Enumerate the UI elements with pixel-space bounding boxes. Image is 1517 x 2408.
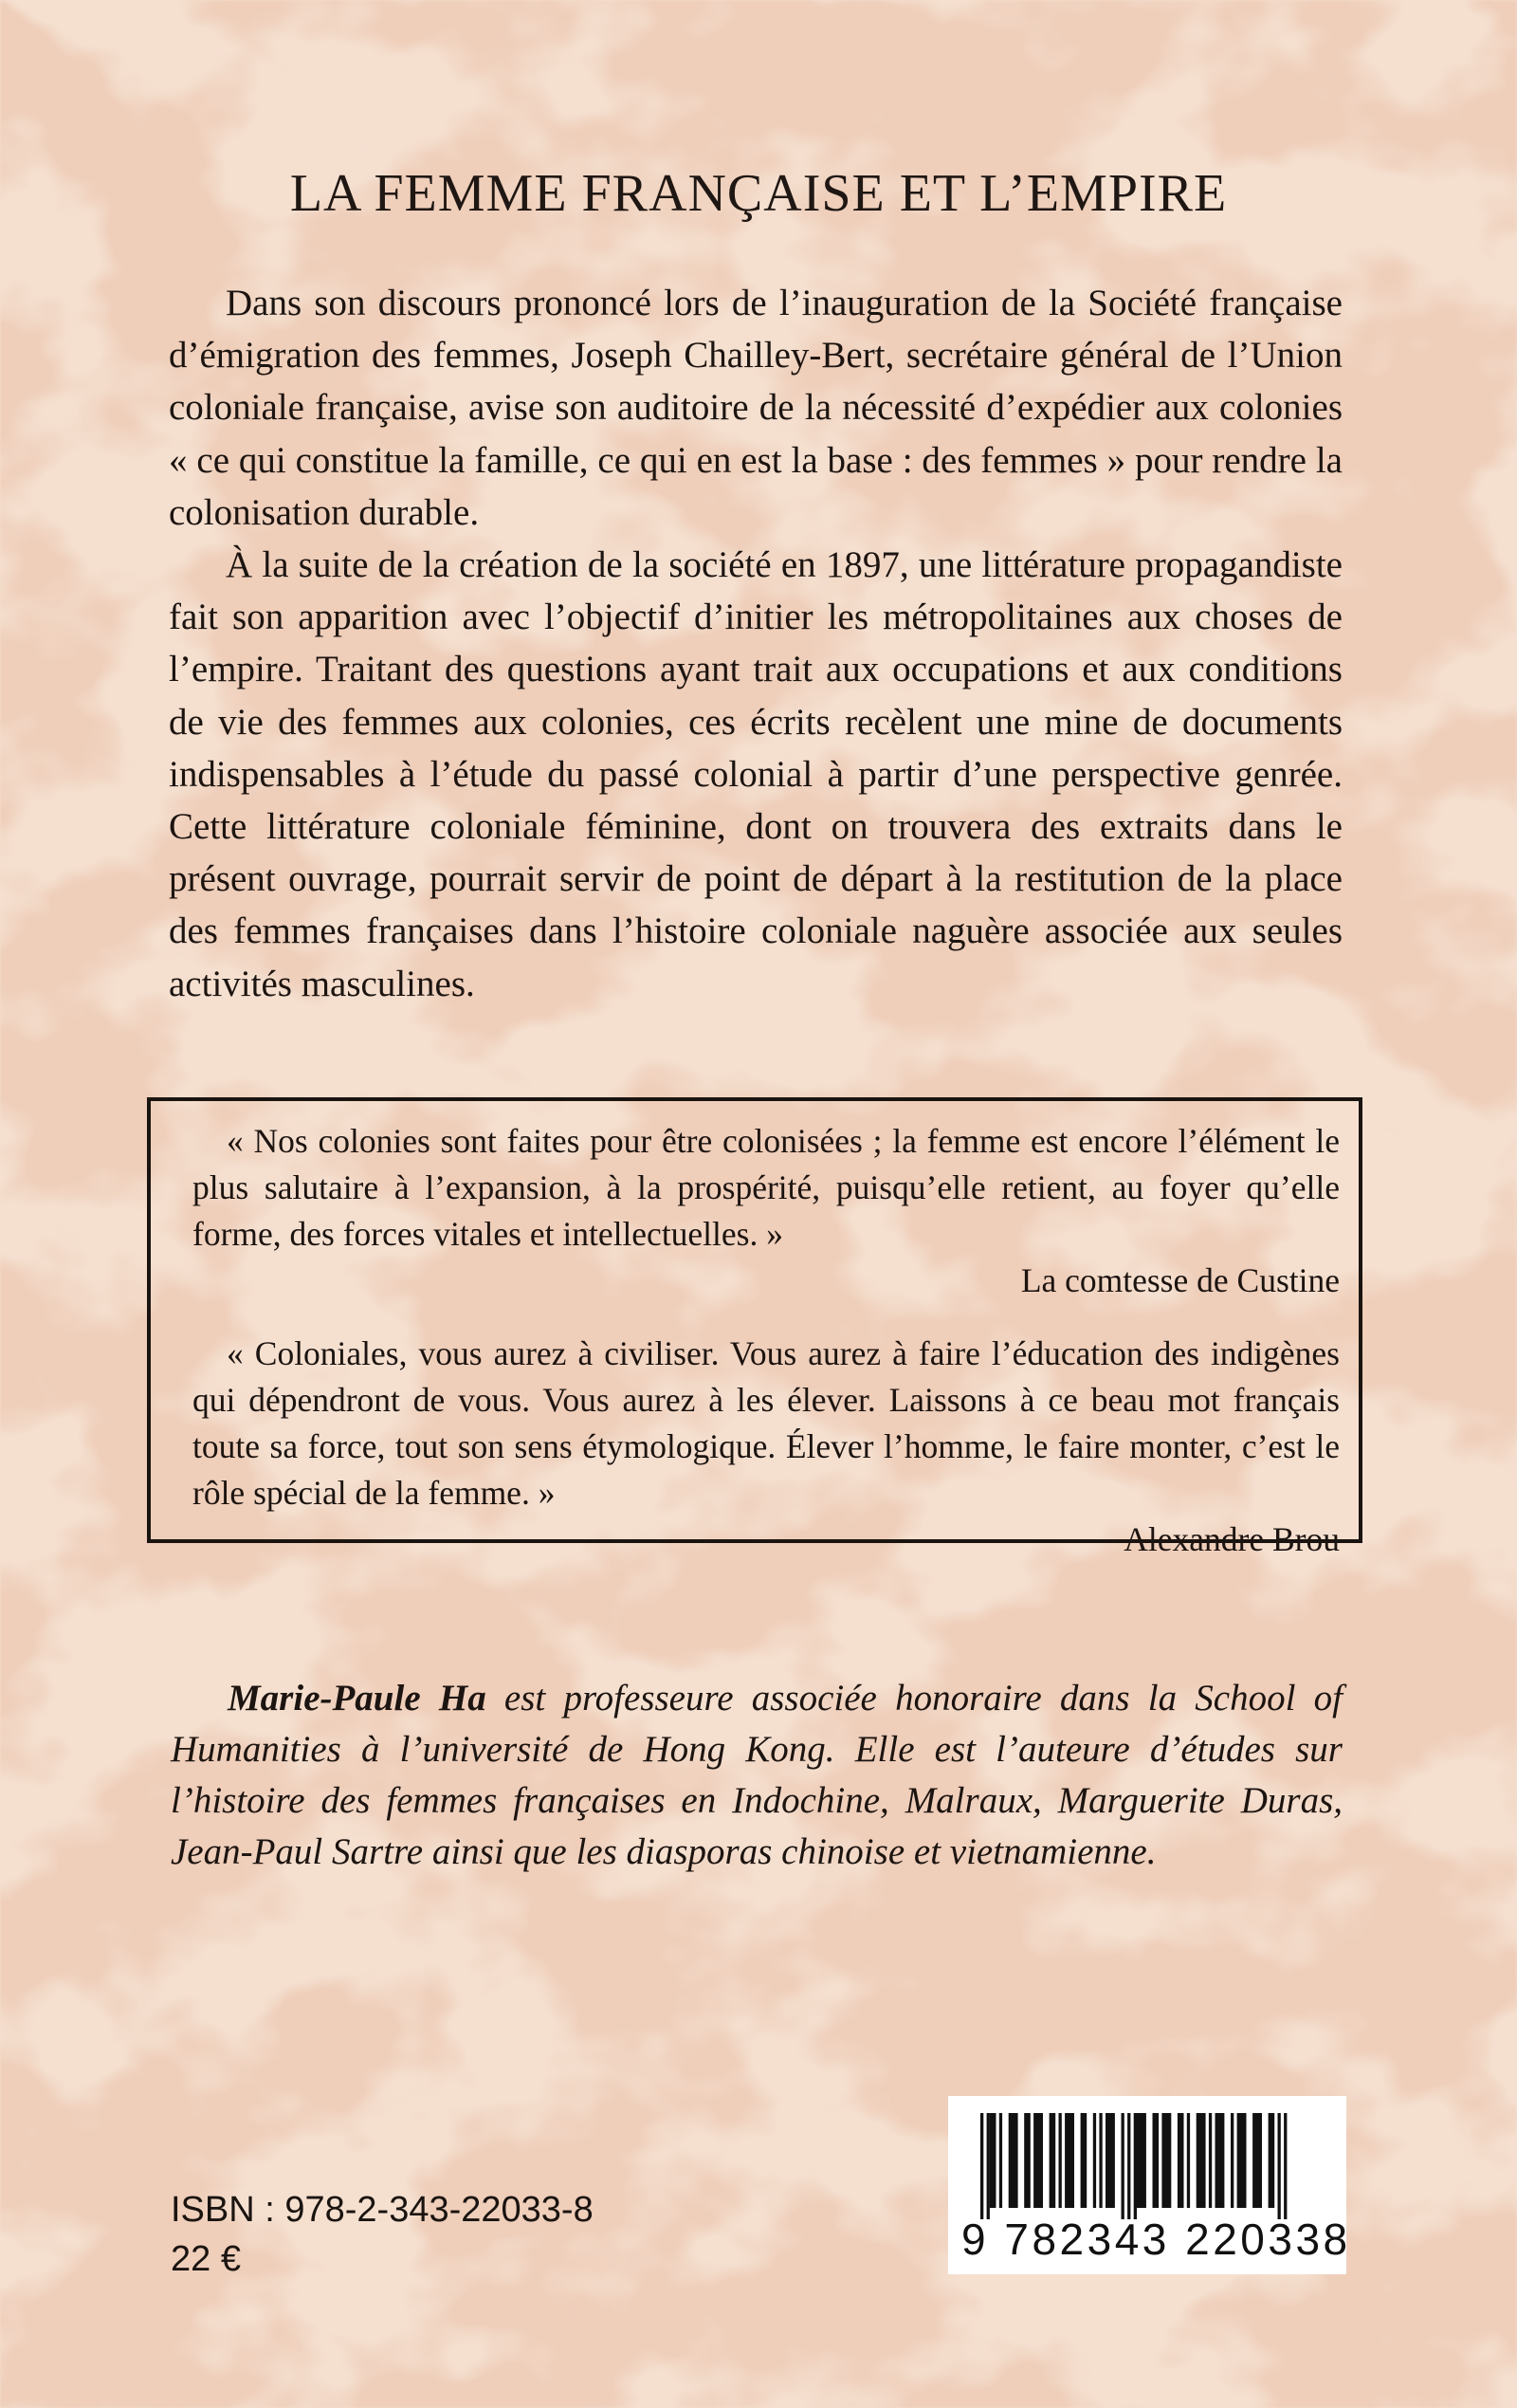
barcode-bar [1081, 2113, 1087, 2208]
author-bio [171, 1673, 1343, 1878]
page-title: LA FEMME FRANÇAISE ET L’EMPIRE [289, 164, 1228, 223]
barcode-bar [999, 2113, 1002, 2208]
barcode-bar [1178, 2113, 1184, 2208]
paragraph: Dans son discours prononcé lors de l’inauguration de la Société française d’émigration des femmes, Joseph Chailley-Bert, secrétaire général de l’Union coloniale française, avise son auditoire de la nécessité d’expédier aux colonies « ce qui constitue la famille, ce qui en est la base : des femmes » pour rendre la colonisation durable. [169, 283, 1343, 533]
barcode-bar [980, 2113, 983, 2219]
quote-text: « Coloniales, vous aurez à civiliser. Vous aurez à faire l’éducation des indigènes qui dépendront de vous. Vous aurez à les élever. Laissons à ce beau mot français toute sa force, tout son sens étymologique. Élever l’homme, le faire monter, c’est le rôle spécial de la femme. » [192, 1334, 1340, 1512]
barcode-bar [1269, 2113, 1275, 2208]
barcode-bar [987, 2113, 990, 2219]
barcode-bar [1122, 2113, 1124, 2219]
barcode-bar [1187, 2113, 1190, 2208]
barcode-bar [1252, 2113, 1262, 2208]
barcode-bar [1215, 2113, 1225, 2208]
author-bio-text: est professeure associée honoraire dans la School of Humanities à l’université de Hong Kong. Elle est l’auteure d’études sur l’histoire des femmes françaises en Indochine, Malraux, Marguerite Duras, Jean-Paul Sartre ainsi que les diasporas chinoise et vietnamienne. [171, 1678, 1343, 1872]
author-name: Marie-Paule Ha [228, 1678, 486, 1719]
barcode-bar [1093, 2113, 1096, 2208]
barcode-bar [1278, 2113, 1281, 2219]
barcode-bar [1237, 2113, 1247, 2208]
barcode-bar [1209, 2113, 1212, 2208]
quote-text: « Nos colonies sont faites pour être colonisées ; la femme est encore l’élément le plus salutaire à l’expansion, à la prospérité, puisqu’elle retient, au foyer qu’elle forme, des forces vitales et intellectuelles. » [192, 1122, 1340, 1253]
price: 22 € [171, 2239, 241, 2279]
barcode-bar [1137, 2113, 1146, 2208]
barcode-bar [1033, 2113, 1043, 2208]
barcode-bars [977, 2113, 1323, 2219]
barcode-bar [1284, 2113, 1287, 2219]
quote-author: Alexandre Brou [1124, 1520, 1340, 1558]
isbn-block [171, 2185, 594, 2284]
barcode-bar [1106, 2113, 1115, 2208]
barcode-bar [1134, 2113, 1137, 2219]
barcode-bar [1099, 2113, 1102, 2208]
barcode-bar [1059, 2113, 1062, 2208]
barcode-bar [1127, 2113, 1130, 2219]
barcode-digits: 9 782343 220338 [961, 2215, 1351, 2264]
barcode-bar [1197, 2113, 1206, 2208]
barcode-bar [1161, 2113, 1171, 2208]
barcode-bar [1009, 2113, 1018, 2208]
isbn-number: ISBN : 978-2-343-22033-8 [171, 2190, 594, 2230]
paragraph: À la suite de la création de la société en 1897, une littérature propagandiste fait son apparition avec l’objectif d’initier les métropolitaines aux choses de l’empire. Traitant des questions ayant trait aux occupations et aux conditions de vie des femmes aux colonies, ces écrits recèlent une mine de documents indispensables à l’étude du passé colonial à partir d’une perspective genrée. Cette littérature coloniale féminine, dont on trouvera des extraits dans le présent ouvrage, pourrait servir de point de départ à la restitution de la place des femmes françaises dans l’histoire coloniale naguère associée aux seules activités masculines. [169, 544, 1343, 1004]
barcode-bar [1231, 2113, 1234, 2208]
barcode [948, 2096, 1351, 2274]
barcode-bar [1065, 2113, 1074, 2208]
quote-author: La comtesse de Custine [1020, 1261, 1340, 1299]
barcode-bar [990, 2113, 996, 2208]
main-text [169, 277, 1343, 1010]
barcode-bar [1153, 2113, 1160, 2208]
barcode-bar [1024, 2113, 1031, 2208]
quote-box [147, 1097, 1362, 1558]
barcode-bar [1050, 2113, 1056, 2208]
